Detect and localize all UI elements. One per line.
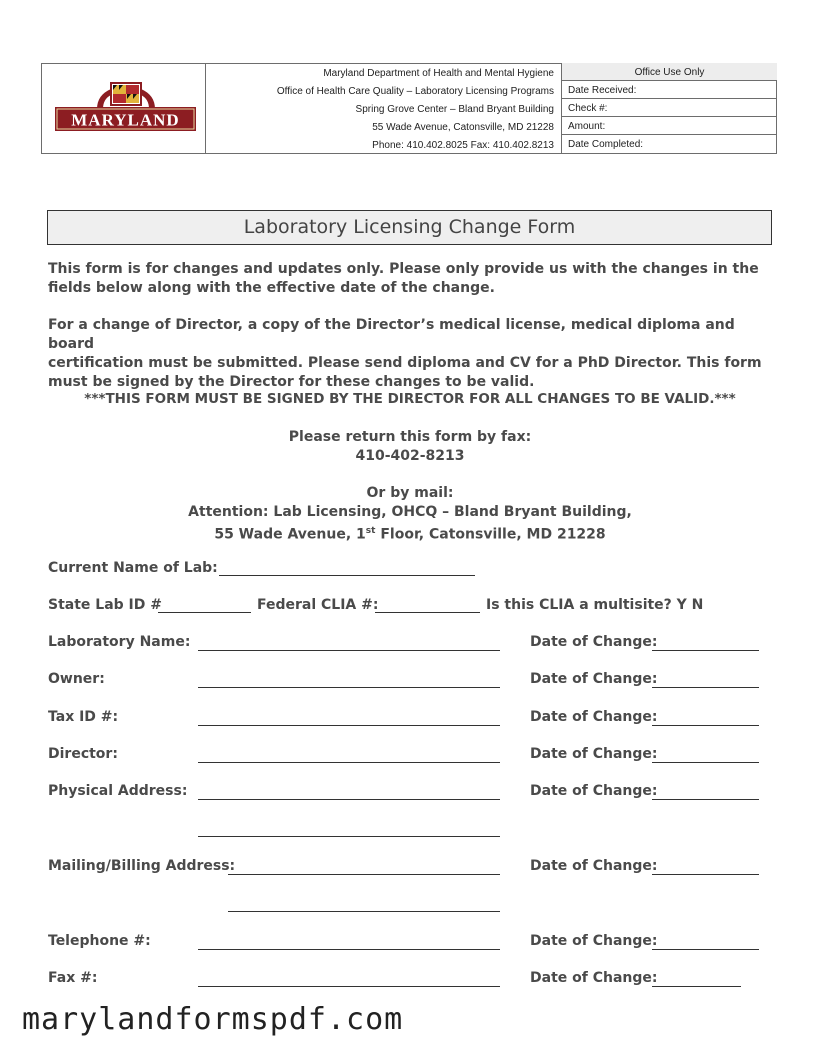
owner-label: Owner:	[48, 671, 105, 687]
laboratory-name-label: Laboratory Name:	[48, 634, 191, 650]
mail-address-line-2	[0, 522, 820, 545]
form-title: Laboratory Licensing Change Form	[47, 210, 772, 245]
intro-p2-line2: certification must be submitted. Please send diploma and CV for a PhD Director. This form	[48, 355, 762, 371]
director-label: Director:	[48, 746, 118, 762]
logo-text: MARYLAND	[71, 110, 180, 130]
intro-p1-line2: fields below along with the effective date of the change.	[48, 280, 495, 296]
address-line-3: Spring Grove Center – Bland Bryant Building	[355, 104, 554, 115]
logo-cell	[41, 63, 206, 154]
mailing-address-field-line-2[interactable]	[228, 911, 500, 912]
intro-paragraph-2	[48, 316, 778, 392]
site-watermark: marylandformspdf.com	[22, 1002, 404, 1037]
state-lab-id-label: State Lab ID #	[48, 597, 162, 613]
address-line-1: Maryland Department of Health and Mental Hygiene	[323, 68, 554, 79]
owner-date-label: Date of Change:	[530, 671, 658, 687]
tax-id-date-field[interactable]	[652, 725, 759, 726]
state-lab-id-field[interactable]	[158, 612, 251, 613]
mailing-address-field-line-1[interactable]	[228, 874, 500, 875]
federal-clia-field[interactable]	[375, 612, 480, 613]
director-date-label: Date of Change:	[530, 746, 658, 762]
owner-date-field[interactable]	[652, 687, 759, 688]
address-line-2: Office of Health Care Quality – Laboratory Licensing Programs	[276, 86, 554, 97]
fax-field[interactable]	[198, 986, 500, 987]
physical-address-field-line-1[interactable]	[198, 799, 500, 800]
fax-date-field[interactable]	[652, 986, 741, 987]
tax-id-label: Tax ID #:	[48, 709, 119, 725]
telephone-date-field[interactable]	[652, 949, 759, 950]
mail-label: Or by mail:	[366, 485, 454, 501]
mail-line2-part-a: 55 Wade Avenue, 1	[214, 526, 366, 543]
mailing-address-label: Mailing/Billing Address:	[48, 858, 236, 874]
address-line-4: 55 Wade Avenue, Catonsville, MD 21228	[372, 122, 554, 133]
return-fax-label: Please return this form by fax:	[288, 429, 532, 445]
fax-label: Fax #:	[48, 970, 98, 986]
mailing-address-date-label: Date of Change:	[530, 858, 658, 874]
laboratory-name-date-label: Date of Change:	[530, 634, 658, 650]
mail-line2-superscript: st	[365, 526, 376, 536]
fax-date-label: Date of Change:	[530, 970, 658, 986]
office-date-received: Date Received:	[562, 81, 777, 99]
fax-number: 410-402-8213	[355, 448, 465, 464]
current-name-label: Current Name of Lab:	[48, 560, 218, 576]
mail-address-line-1: Attention: Lab Licensing, OHCQ – Bland Bryant Building,	[188, 504, 632, 520]
office-check-number: Check #:	[562, 99, 777, 117]
laboratory-name-field[interactable]	[198, 650, 500, 651]
intro-p2-line3: must be signed by the Director for these changes to be valid.	[48, 374, 535, 390]
telephone-label: Telephone #:	[48, 933, 151, 949]
director-date-field[interactable]	[652, 762, 759, 763]
tax-id-date-label: Date of Change:	[530, 709, 658, 725]
physical-address-field-line-2[interactable]	[198, 836, 500, 837]
mailing-address-date-field[interactable]	[652, 874, 759, 875]
mail-line2-part-b: Floor, Catonsville, MD 21228	[375, 526, 606, 543]
director-warning: ***THIS FORM MUST BE SIGNED BY THE DIRECTOR FOR ALL CHANGES TO BE VALID.***	[84, 391, 736, 407]
director-field[interactable]	[198, 762, 500, 763]
office-date-completed: Date Completed:	[568, 139, 644, 150]
physical-address-label: Physical Address:	[48, 783, 188, 799]
maryland-logo	[53, 81, 198, 133]
owner-field[interactable]	[198, 687, 500, 688]
intro-p2-line1: For a change of Director, a copy of the Director’s medical license, medical diploma and board	[48, 317, 735, 352]
multisite-question[interactable]: Is this CLIA a multisite? Y N	[486, 597, 704, 613]
current-name-field[interactable]	[219, 575, 475, 576]
address-line-5: Phone: 410.402.8025 Fax: 410.402.8213	[372, 140, 554, 151]
office-use-title: Office Use Only	[562, 63, 777, 81]
physical-address-date-label: Date of Change:	[530, 783, 658, 799]
telephone-field[interactable]	[198, 949, 500, 950]
physical-address-date-field[interactable]	[652, 799, 759, 800]
laboratory-name-date-field[interactable]	[652, 650, 759, 651]
intro-p1-line1: This form is for changes and updates only. Please only provide us with the changes in the	[48, 261, 759, 277]
intro-paragraph-1	[48, 260, 778, 298]
office-amount: Amount:	[562, 117, 777, 135]
tax-id-field[interactable]	[198, 725, 500, 726]
telephone-date-label: Date of Change:	[530, 933, 658, 949]
office-use-table	[561, 63, 777, 154]
federal-clia-label: Federal CLIA #:	[257, 597, 379, 613]
